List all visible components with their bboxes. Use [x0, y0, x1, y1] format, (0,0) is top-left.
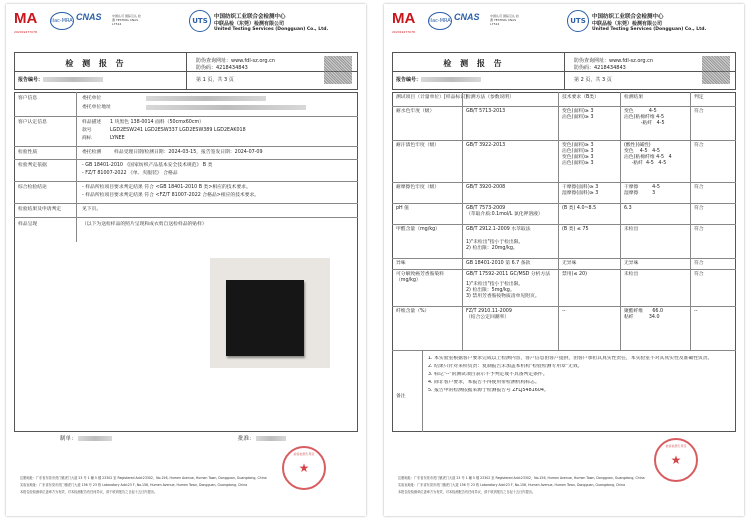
cnas-logo: CNAS	[454, 12, 480, 22]
org-name-en: United Testing Services (Dongguan) Co., Ltd.	[214, 27, 329, 32]
org-name-2: 中联品检（东莞）检测有限公司	[214, 21, 285, 27]
qr-code-icon	[702, 56, 730, 84]
cell-result: 未检出	[624, 227, 639, 232]
cell-item: 耐水色牢度（级）	[396, 109, 435, 114]
cell-req: 变色(面料)≥ 3 沾色(面料)≥ 3	[562, 109, 594, 120]
page-number: 第 2 页，共 3 页	[574, 77, 612, 83]
star-icon: ★	[298, 461, 310, 475]
cell-judge: 符合	[694, 272, 704, 277]
model-numbers: LGD2ESW241 LGD2ESW337 LGD2ESW389 LGD2EAK018	[110, 128, 246, 133]
header-item: 测试项目（计量单位）[样品标识]	[396, 95, 467, 100]
maker-label: 制单：	[60, 436, 112, 442]
anti-fake-code: 防伪码：4218434843	[574, 65, 626, 71]
label-sample-desc: 样品描述	[82, 120, 102, 125]
cnas-logo: CNAS	[76, 12, 102, 22]
cell-judge: 符合	[694, 261, 704, 266]
cell-method: GB/T 3922-2013	[466, 143, 506, 148]
anti-fake-url: 防伪查询网址：www.fdl-sz.org.cn	[196, 58, 276, 64]
footer-registered: 注册地址：广东省东莞市虎门镇虎门大道 23 号 1 幢 5 楼 23302 室 Registered Add:23302，No.156, Humen Avenue, Humen Town, Dongguan, Guangdong, China	[398, 476, 645, 480]
header-judge: 判定	[694, 95, 704, 100]
cell-req: 变色(面料)≥ 3 沾色(面料)≥ 3 变色(面料)≥ 3 沾色(面料)≥ 3	[562, 143, 594, 166]
table-row	[392, 203, 736, 204]
cell-method: FZ/T 2910.11-2009 （结合公定回潮率）	[466, 309, 512, 320]
table-row	[392, 306, 736, 307]
header-requirement: 技术要求（B类）	[562, 95, 599, 100]
table-row	[392, 140, 736, 141]
cma-logo: MA	[14, 10, 38, 27]
footer-note: 本报告经检测单位盖章方为有效，对本检测报告有任何异议，请于收到报告之日起十五日内提出。	[20, 490, 158, 494]
header-method: 检测方法（参数说明）	[466, 95, 514, 100]
cell-method: GB 18401-2010 第 6.7 条款	[466, 261, 531, 266]
label-model: 款号	[82, 128, 92, 133]
cell-item: 甲醛含量（mg/kg）	[396, 227, 440, 232]
cell-judge: 符合	[694, 143, 704, 148]
cell-req: --	[562, 309, 566, 314]
label-conclusion: 综合检验结论	[18, 185, 47, 190]
label-client-name: 委托单位	[82, 96, 102, 101]
cell-judge: 符合	[694, 109, 704, 114]
approver-label: 批准：	[238, 436, 286, 442]
conclusion-2: - 样品所检项目要求判定结果 符合 <FZ/T 81007-2022 合格品>相应的技术要求。	[82, 193, 260, 198]
remark-item: 5. 报告中的检测依据来源于检测报告号 ZFLJ5481604。	[428, 388, 549, 393]
test-dates: 样品受理日期/检测日期：2024-03-15，报告签发日期：2024-07-09	[114, 150, 263, 155]
seal-text: 检验检测专用章	[293, 452, 315, 456]
cma-number: 202019277078	[14, 30, 37, 34]
cell-judge: 符合	[694, 206, 704, 211]
sample-desc: 1 块黑色 138-0014 面料（50cmx60cm）	[110, 120, 204, 125]
label-brand: 商标	[82, 136, 92, 141]
label-photo: 样品呈现	[18, 222, 38, 227]
cell-item: 耐摩擦色牢度（级）	[396, 185, 440, 190]
remark-item: 3. 标记"--"的测试项目表示不予判定或不具备判定条件。	[428, 372, 548, 377]
basis-2: - FZ/T 81007-2022 《单、夹服装》 合格品	[82, 171, 178, 176]
cell-result: 变色 4-5 沾色(粘棉纤维 4-5 -粘纤 4-5	[624, 109, 665, 126]
cnas-subtext: 中国认可 国际互认 检测 TESTING CNAS L7514	[490, 14, 519, 26]
cell-req: 干摩擦(面料)≥ 3 湿摩擦(面料)≥ 3	[562, 185, 599, 196]
star-icon: ★	[670, 453, 682, 467]
basis-1: - GB 18401-2010 《国家纺织产品基本安全技术规范》 B 类	[82, 163, 213, 168]
brand: LYNEE	[110, 136, 125, 141]
cell-result: 干摩擦 4-5 湿摩擦 3	[624, 185, 660, 196]
cell-req: 禁用(≤ 20)	[562, 272, 587, 277]
table-row	[392, 258, 736, 259]
org-name-1: 中国纺织工业联合会检测中心	[214, 14, 286, 20]
cell-req: 无异味	[562, 261, 577, 266]
table-row	[392, 269, 736, 270]
cma-number: 202019277078	[392, 30, 415, 34]
footer-lab: 实验室地址：广东省东莞市虎门镇虎门大道 156 号 23 栋 Laboratory Add:23 F, No.156, Humen Avenue, Humen Town, Dongguan, Guangdong, China	[398, 483, 626, 487]
org-name-2: 中联品检（东莞）检测有限公司	[592, 21, 663, 27]
sample-photo	[210, 258, 330, 368]
cell-judge: 符合	[694, 185, 704, 190]
label-basis: 检验判定依据	[18, 163, 47, 168]
footer-registered: 注册地址：广东省东莞市虎门镇虎门大道 23 号 1 幢 5 楼 23302 室 Registered Add:23302，No.156, Humen Avenue, Humen Town, Dongguan, Guangdong, China	[20, 476, 267, 480]
header-result: 检测结果	[624, 95, 644, 100]
cell-method: GB/T 7573-2009 （萃取介质:0.1mol/L 氯化钾溶液）	[466, 206, 543, 217]
report-page-1	[6, 4, 366, 516]
remark-item: 2. 结果只针对来样负责：复制报告未加盖本机构"检验检测专用章"无效。	[428, 364, 583, 369]
label-test-type: 检验性质	[18, 150, 38, 155]
label-client-info: 客户信息	[18, 96, 38, 101]
org-name-1: 中国纺织工业联合会检测中心	[592, 14, 664, 20]
footer-note: 本报告经检测单位盖章方为有效，对本检测报告有任何异议，请于收到报告之日起十五日内提出。	[398, 490, 536, 494]
detection-limit-note: 1)"未检出"指小于检出限。 2) 检出限：5mg/kg。 3) 禁用芳香胺按物质清单见附页。	[466, 282, 540, 299]
client-addr-redacted	[146, 105, 306, 112]
table-row	[392, 106, 736, 107]
label-claim: 客户认定信息	[18, 120, 47, 125]
uts-logo: UTS	[189, 10, 211, 32]
page-header	[392, 10, 736, 44]
label-remark: 检验结果及申请判定	[18, 207, 62, 212]
cell-item: 纤维含量（%）	[396, 309, 430, 314]
test-type: 委托检测	[82, 150, 102, 155]
cell-result: (酸性)(碱性) 变色 4-5 4-5 沾色(粘棉纤维 4-5 4 -粘纤 4-5 4-5	[624, 143, 672, 166]
cell-result: 无异味	[624, 261, 639, 266]
org-name-en: United Testing Services (Dongguan) Co., Ltd.	[592, 27, 707, 32]
footer-lab: 实验室地址：广东省东莞市虎门镇虎门大道 156 号 23 栋 Laboratory Add:23 F, No.156, Humen Avenue, Humen Town, Dongguan, Guangdong, China	[20, 483, 248, 487]
cell-req: (B 类) ≤ 75	[562, 227, 589, 232]
conclusion-1: - 样品所检项目要求判定结果 符合 <GB 18401-2010 B 类>相应的技术要求。	[82, 185, 251, 190]
remarks-label: 备注	[396, 394, 406, 399]
cell-item: 耐汗渍色牢度（级）	[396, 143, 440, 148]
cell-judge: 符合	[694, 227, 704, 232]
cell-result: 6.3	[624, 206, 632, 211]
table-row	[392, 224, 736, 225]
cell-result: 聚酯纤维 66.0 粘纤 34.0	[624, 309, 664, 320]
photo-note: （以下为送检样品的照片呈现和成衣剪自送检样品的贴样）	[82, 222, 207, 227]
report-number: 报告编号：	[396, 76, 481, 83]
remark-item: 1. 本实验室根据客户要求完成以上检测内容，客户信息由客户提供，由客户承担其真实性责任，本实验室不对其真实性及准确性负责。	[428, 356, 713, 361]
cell-method: GB/T 17592-2011 GC/MSD 分析方法	[466, 272, 551, 277]
cnas-subtext: 中国认可 国际互认 检测 TESTING CNAS L7514	[112, 14, 141, 26]
cell-req: (B 类) 4.0~8.5	[562, 206, 597, 211]
cell-method: GB/T 5713-2013	[466, 109, 506, 114]
client-name-redacted	[146, 96, 266, 103]
report-title: 检 测 报 告	[443, 59, 505, 68]
detection-limit-note: 1)"未检出"指小于检出限。 2) 检出限：20mg/kg。	[466, 240, 524, 251]
qr-code-icon	[324, 56, 352, 84]
cell-item: 异味	[396, 261, 406, 266]
label-client-addr: 委托单位地址	[82, 105, 111, 110]
remark: 见下页。	[82, 207, 102, 212]
cell-item: 可分解致癌芳香胺染料 （mg/kg）	[396, 272, 444, 283]
anti-fake-url: 防伪查询网址：www.fdl-sz.org.cn	[574, 58, 654, 64]
report-title: 检 测 报 告	[65, 59, 127, 68]
cell-item: pH 值	[396, 206, 409, 211]
remark-item: 4. 除非客户要求，本报告不得使用带检测机构标志。	[428, 380, 540, 385]
cell-judge: --	[694, 309, 698, 314]
table-row	[392, 182, 736, 183]
cma-logo: MA	[392, 10, 416, 27]
uts-logo: UTS	[567, 10, 589, 32]
ilac-logo: ilac-MRA	[50, 12, 74, 30]
cell-method: GB/T 3920-2008	[466, 185, 506, 190]
anti-fake-code: 防伪码：4218434843	[196, 65, 248, 71]
black-fabric-swatch	[226, 280, 304, 356]
cell-result: 未检出	[624, 272, 639, 277]
page-number: 第 1 页，共 3 页	[196, 77, 234, 83]
cell-method: GB/T 2912.1-2009 水萃取法	[466, 227, 531, 232]
page-header	[14, 10, 358, 44]
ilac-logo: ilac-MRA	[428, 12, 452, 30]
report-number: 报告编号：	[18, 76, 103, 83]
seal-text: 检验检测专用章	[665, 444, 687, 448]
report-page-2	[384, 4, 744, 516]
